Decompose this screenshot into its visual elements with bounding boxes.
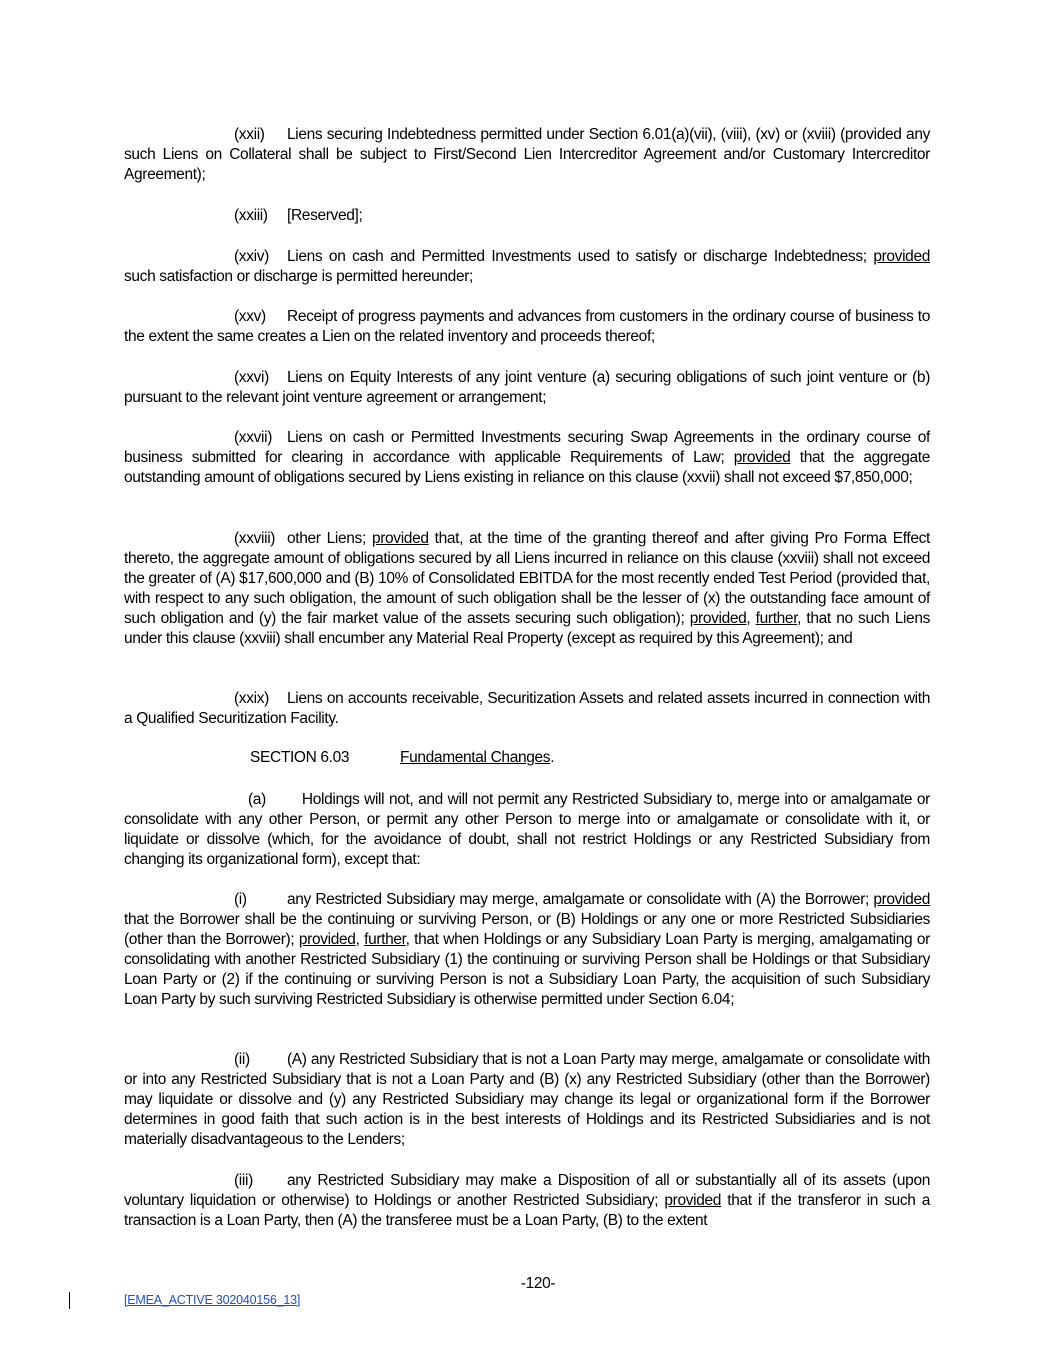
paragraph-a: [124, 790, 930, 870]
clause-text: Liens on cash or Permitted Investments securing Swap Agreements in the ordinary course of business submitted for clearing in accordance with applicable Requirements of Law;: [124, 429, 930, 466]
clause-text: that, at the time of the granting thereof and after giving Pro Forma Effect thereto, the aggregate amount of obligations secured by all Liens incurred in reliance on this clause (xxviii) shall not exceed the greater of (A) $17,600,000 and (B) 10% of Consolidated EBITDA for the most recently ended Test Period (provided that, with respect to any such obligation, the amount of such obligation shall be the lesser of (x) the outstanding face amount of such obligation and (y) the fair market value of the assets securing such obligation);: [124, 530, 930, 627]
clause-xxvii: [124, 428, 930, 488]
clause-text: Liens on Equity Interests of any joint venture (a) securing obligations of such joint venture or (b) pursuant to the relevant joint venture agreement or arrangement;: [124, 369, 930, 406]
section-title: Fundamental Changes: [400, 749, 551, 766]
clause-xxvi: [124, 368, 930, 408]
clause-text: Liens on accounts receivable, Securitization Assets and related assets incurred in connection with a Qualified Securitization Facility.: [124, 690, 930, 727]
change-bar: [69, 1292, 70, 1309]
item-number: (ii): [234, 1051, 250, 1068]
further-term: further: [755, 610, 798, 627]
clause-xxviii: [124, 529, 930, 649]
paragraph-text: Holdings will not, and will not permit any Restricted Subsidiary to, merge into or amalgamate or consolidate with any other Person, or permit any other Person to merge into or amalgamate or consolidate with it, or liquidate or dissolve (which, for the avoidance of doubt, shall not restrict Holdings or any Restricted Subsidiary from changing its organizational form), except that:: [124, 791, 930, 868]
item-text: , that when Holdings or any Subsidiary Loan Party is merging, amalgamating or consolidating with another Restricted Subsidiary (1) the continuing or surviving Person shall be Holdings or that Subsidiary Loan Party or (2) if the continuing or surviving Person is not a Subsidiary Loan Party, the acquisition of such Subsidiary Loan Party by such surviving Restricted Subsidiary is otherwise permitted under Section 6.04;: [124, 931, 930, 1008]
item-text: that the Borrower shall be the continuing or surviving Person, or (B) Holdings or any one or more Restricted Subsidiaries (other than the Borrower);: [124, 911, 930, 948]
item-text: any Restricted Subsidiary may merge, amalgamate or consolidate with (A) the Borrower;: [287, 891, 874, 908]
provided-term: provided: [873, 891, 930, 908]
item-number: (i): [234, 891, 247, 908]
clause-text: , that no such Liens under this clause (xxviii) shall encumber any Material Real Property (except as required by this Agreement); and: [124, 610, 930, 647]
clause-xxiii: [124, 206, 930, 226]
provided-term: provided: [371, 530, 429, 547]
item-iii: [124, 1171, 930, 1231]
clause-xxiv: [124, 247, 930, 287]
item-ii: [124, 1050, 930, 1150]
clause-number: (xxiv): [234, 248, 269, 265]
clause-text: such satisfaction or discharge is permitted hereunder;: [124, 268, 473, 285]
provided-term: provided: [873, 248, 930, 265]
section-title-suffix: .: [550, 749, 555, 766]
clause-number: (xxvi): [234, 369, 269, 386]
clause-xxix: [124, 689, 930, 729]
clause-text: Liens on cash and Permitted Investments used to satisfy or discharge Indebtedness;: [287, 248, 874, 265]
document-id-link[interactable]: [EMEA_ACTIVE 302040156_13]: [124, 1293, 301, 1307]
item-text: ,: [355, 931, 365, 948]
item-text: that if the transferor in such a transaction is a Loan Party, then (A) the transferee must be a Loan Party, (B) to the extent: [124, 1192, 930, 1229]
clause-text: Receipt of progress payments and advances from customers in the ordinary course of business to the extent the same creates a Lien on the related inventory and proceeds thereof;: [124, 308, 930, 345]
paragraph-number: (a): [248, 791, 266, 808]
clause-xxii: [124, 125, 930, 185]
further-term: further: [364, 931, 406, 948]
clause-text: that the aggregate outstanding amount of obligations secured by Liens existing in reliance on this clause (xxvii) shall not exceed $7,850,000;: [124, 449, 930, 486]
clause-number: (xxii): [234, 126, 265, 143]
section-heading: [250, 748, 554, 768]
item-text: any Restricted Subsidiary may make a Disposition of all or substantially all of its assets (upon voluntary liquidation or otherwise) to Holdings or another Restricted Subsidiary;: [124, 1172, 930, 1209]
clause-text: other Liens;: [287, 530, 372, 547]
clause-number: (xxviii): [234, 530, 276, 547]
item-number: (iii): [234, 1172, 253, 1189]
page-number: -120-: [520, 1275, 556, 1292]
clause-text: ,: [746, 610, 756, 627]
clause-number: (xxix): [234, 690, 269, 707]
provided-term: provided: [298, 931, 356, 948]
section-number: SECTION 6.03: [250, 749, 350, 766]
clause-xxv: [124, 307, 930, 347]
item-i: [124, 890, 930, 1010]
clause-text: [Reserved];: [287, 207, 363, 224]
clause-number: (xxiii): [234, 207, 268, 224]
clause-text: Liens securing Indebtedness permitted under Section 6.01(a)(vii), (viii), (xv) or (xviii) (provided any such Liens on Collateral shall be subject to First/Second Lien Intercreditor Agreement and/or Customary Intercreditor Agreement);: [124, 126, 930, 183]
clause-number: (xxv): [234, 308, 266, 325]
provided-term: provided: [689, 610, 747, 627]
provided-term: provided: [664, 1192, 722, 1209]
clause-number: (xxvii): [234, 429, 273, 446]
provided-term: provided: [733, 449, 791, 466]
item-text: (A) any Restricted Subsidiary that is not a Loan Party may merge, amalgamate or consolidate with or into any Restricted Subsidiary that is not a Loan Party and (B) (x) any Restricted Subsidiary (other than the Borrower) may liquidate or dissolve and (y) any Restricted Subsidiary may change its legal or organizational form if the Borrower determines in good faith that such action is in the best interests of Holdings and its Restricted Subsidiaries and is not materially disadvantageous to the Lenders;: [124, 1051, 930, 1148]
